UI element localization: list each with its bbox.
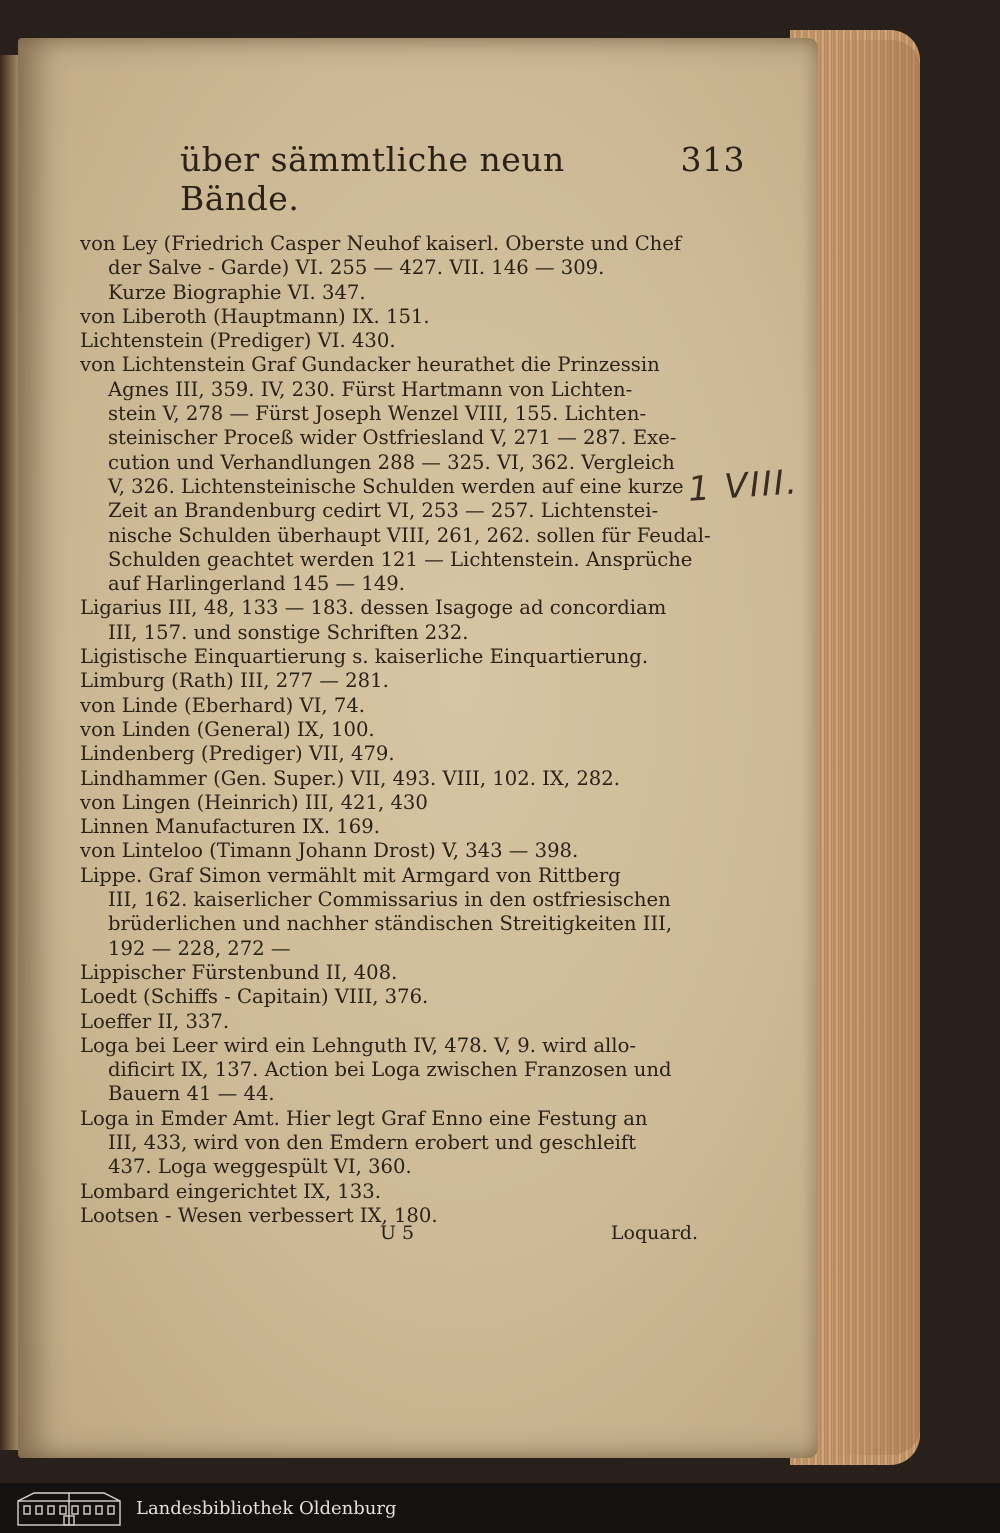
index-entry: [80, 694, 700, 718]
entry-headline: Lootsen - Wesen verbessert IX, 180.: [80, 1203, 438, 1227]
entry-continuation: V, 326. Lichtensteinische Schulden werden auf eine kurze: [108, 474, 684, 498]
entry-continuation: nische Schulden überhaupt VIII, 261, 262. sollen für Feudal-: [108, 523, 711, 547]
entry-continuation: steinischer Proceß wider Ostfriesland V, 271 — 287. Exe-: [108, 426, 677, 450]
entry-continuation: cution und Verhandlungen 288 — 325. VI, 362. Vergleich: [108, 450, 675, 474]
entry-headline: Ligarius III, 48, 133 — 183. dessen Isagoge ad concordiam: [80, 596, 667, 620]
library-name: Landesbibliothek Oldenburg: [136, 1497, 397, 1519]
entry-headline: Loga in Emder Amt. Hier legt Graf Enno eine Festung an: [80, 1106, 648, 1130]
entry-continuation: auf Harlingerland 145 — 149.: [108, 572, 405, 596]
entry-continuation: brüderlichen und nachher ständischen Streitigkeiten III,: [108, 912, 673, 936]
entry-headline: Lichtenstein (Prediger) VI. 430.: [80, 329, 396, 353]
entry-headline: von Lichtenstein Graf Gundacker heurathet die Prinzessin: [80, 353, 660, 377]
index-entry: [80, 329, 700, 353]
entry-headline: von Linde (Eberhard) VI, 74.: [80, 693, 366, 717]
index-entry: [80, 767, 700, 791]
entry-headline: Lindenberg (Prediger) VII, 479.: [80, 742, 395, 766]
entry-headline: von Liberoth (Hauptmann) IX. 151.: [80, 304, 430, 328]
index-entry: [80, 742, 700, 766]
index-entry: [80, 669, 700, 693]
index-entry: [80, 1107, 700, 1180]
index-entry: [80, 985, 700, 1009]
page-edges-shade: [830, 40, 920, 1455]
index-entry: [80, 864, 700, 961]
index-entry: [80, 961, 700, 985]
entry-headline: von Linteloo (Timann Johann Drost) V, 343 — 398.: [80, 839, 579, 863]
index-entry: [80, 232, 700, 305]
entry-continuation: 192 — 228, 272 —: [108, 936, 291, 960]
index-entry: [80, 596, 700, 645]
entry-continuation: III, 162. kaiserlicher Commissarius in den ostfriesischen: [108, 888, 671, 912]
entry-continuation: Schulden geachtet werden 121 — Lichtenstein. Ansprüche: [108, 547, 693, 571]
entry-headline: Lippischer Fürstenbund II, 408.: [80, 960, 398, 984]
entry-continuation: der Salve - Garde) VI. 255 — 427. VII. 146 — 309.: [108, 256, 605, 280]
entry-headline: Ligistische Einquartierung s. kaiserliche Einquartierung.: [80, 645, 649, 669]
index-entry: [80, 839, 700, 863]
index-entries: [80, 232, 711, 1228]
entry-headline: Lindhammer (Gen. Super.) VII, 493. VIII, 102. IX, 282.: [80, 766, 620, 790]
entry-headline: Lombard eingerichtet IX, 133.: [80, 1179, 381, 1203]
running-title: über sämmtliche neun Bände.: [180, 140, 565, 218]
entry-headline: von Lingen (Heinrich) III, 421, 430: [80, 790, 428, 814]
entry-headline: von Ley (Friedrich Casper Neuhof kaiserl. Oberste und Chef: [80, 232, 682, 255]
page-number: 313: [680, 140, 745, 179]
index-entry: [80, 1180, 700, 1204]
catchword: Loquard.: [610, 1222, 698, 1244]
signature-mark: U 5: [380, 1222, 415, 1244]
index-entry: [80, 353, 711, 596]
index-entry: [80, 645, 700, 669]
index-entry: [80, 815, 700, 839]
handwritten-margin-note: 1 VIII.: [686, 462, 800, 510]
entry-headline: von Linden (General) IX, 100.: [80, 717, 375, 741]
entry-headline: Limburg (Rath) III, 277 — 281.: [80, 669, 389, 693]
entry-continuation: Kurze Biographie VI. 347.: [108, 280, 366, 304]
index-entry: [80, 1034, 700, 1107]
entry-headline: Lippe. Graf Simon vermählt mit Armgard von Rittberg: [80, 863, 621, 887]
entry-continuation: stein V, 278 — Fürst Joseph Wenzel VIII, 155. Lichten-: [108, 402, 647, 426]
entry-continuation: Bauern 41 — 44.: [108, 1082, 275, 1106]
entry-continuation: III, 157. und sonstige Schriften 232.: [108, 620, 469, 644]
entry-continuation: Agnes III, 359. IV, 230. Fürst Hartmann von Lichten-: [108, 377, 633, 401]
index-entry: [80, 791, 700, 815]
entry-headline: Linnen Manufacturen IX. 169.: [80, 815, 380, 839]
entry-continuation: Zeit an Brandenburg cedirt VI, 253 — 257. Lichtenstei-: [108, 499, 659, 523]
running-header: [180, 140, 745, 218]
entry-headline: Loga bei Leer wird ein Lehnguth IV, 478. V, 9. wird allo-: [80, 1033, 636, 1057]
entry-headline: Loeffer II, 337.: [80, 1009, 230, 1033]
index-entry: [80, 305, 700, 329]
index-entry: [80, 1010, 700, 1034]
index-entry: [80, 718, 700, 742]
entry-continuation: 437. Loga weggespült VI, 360.: [108, 1155, 412, 1179]
entry-headline: Loedt (Schiffs - Capitain) VIII, 376.: [80, 985, 429, 1009]
library-building-icon: [14, 1489, 124, 1527]
entry-continuation: III, 433, wird von den Emdern erobert und geschleift: [108, 1130, 637, 1154]
library-footer-bar: [0, 1483, 1000, 1533]
entry-continuation: dificirt IX, 137. Action bei Loga zwischen Franzosen und: [108, 1058, 672, 1082]
